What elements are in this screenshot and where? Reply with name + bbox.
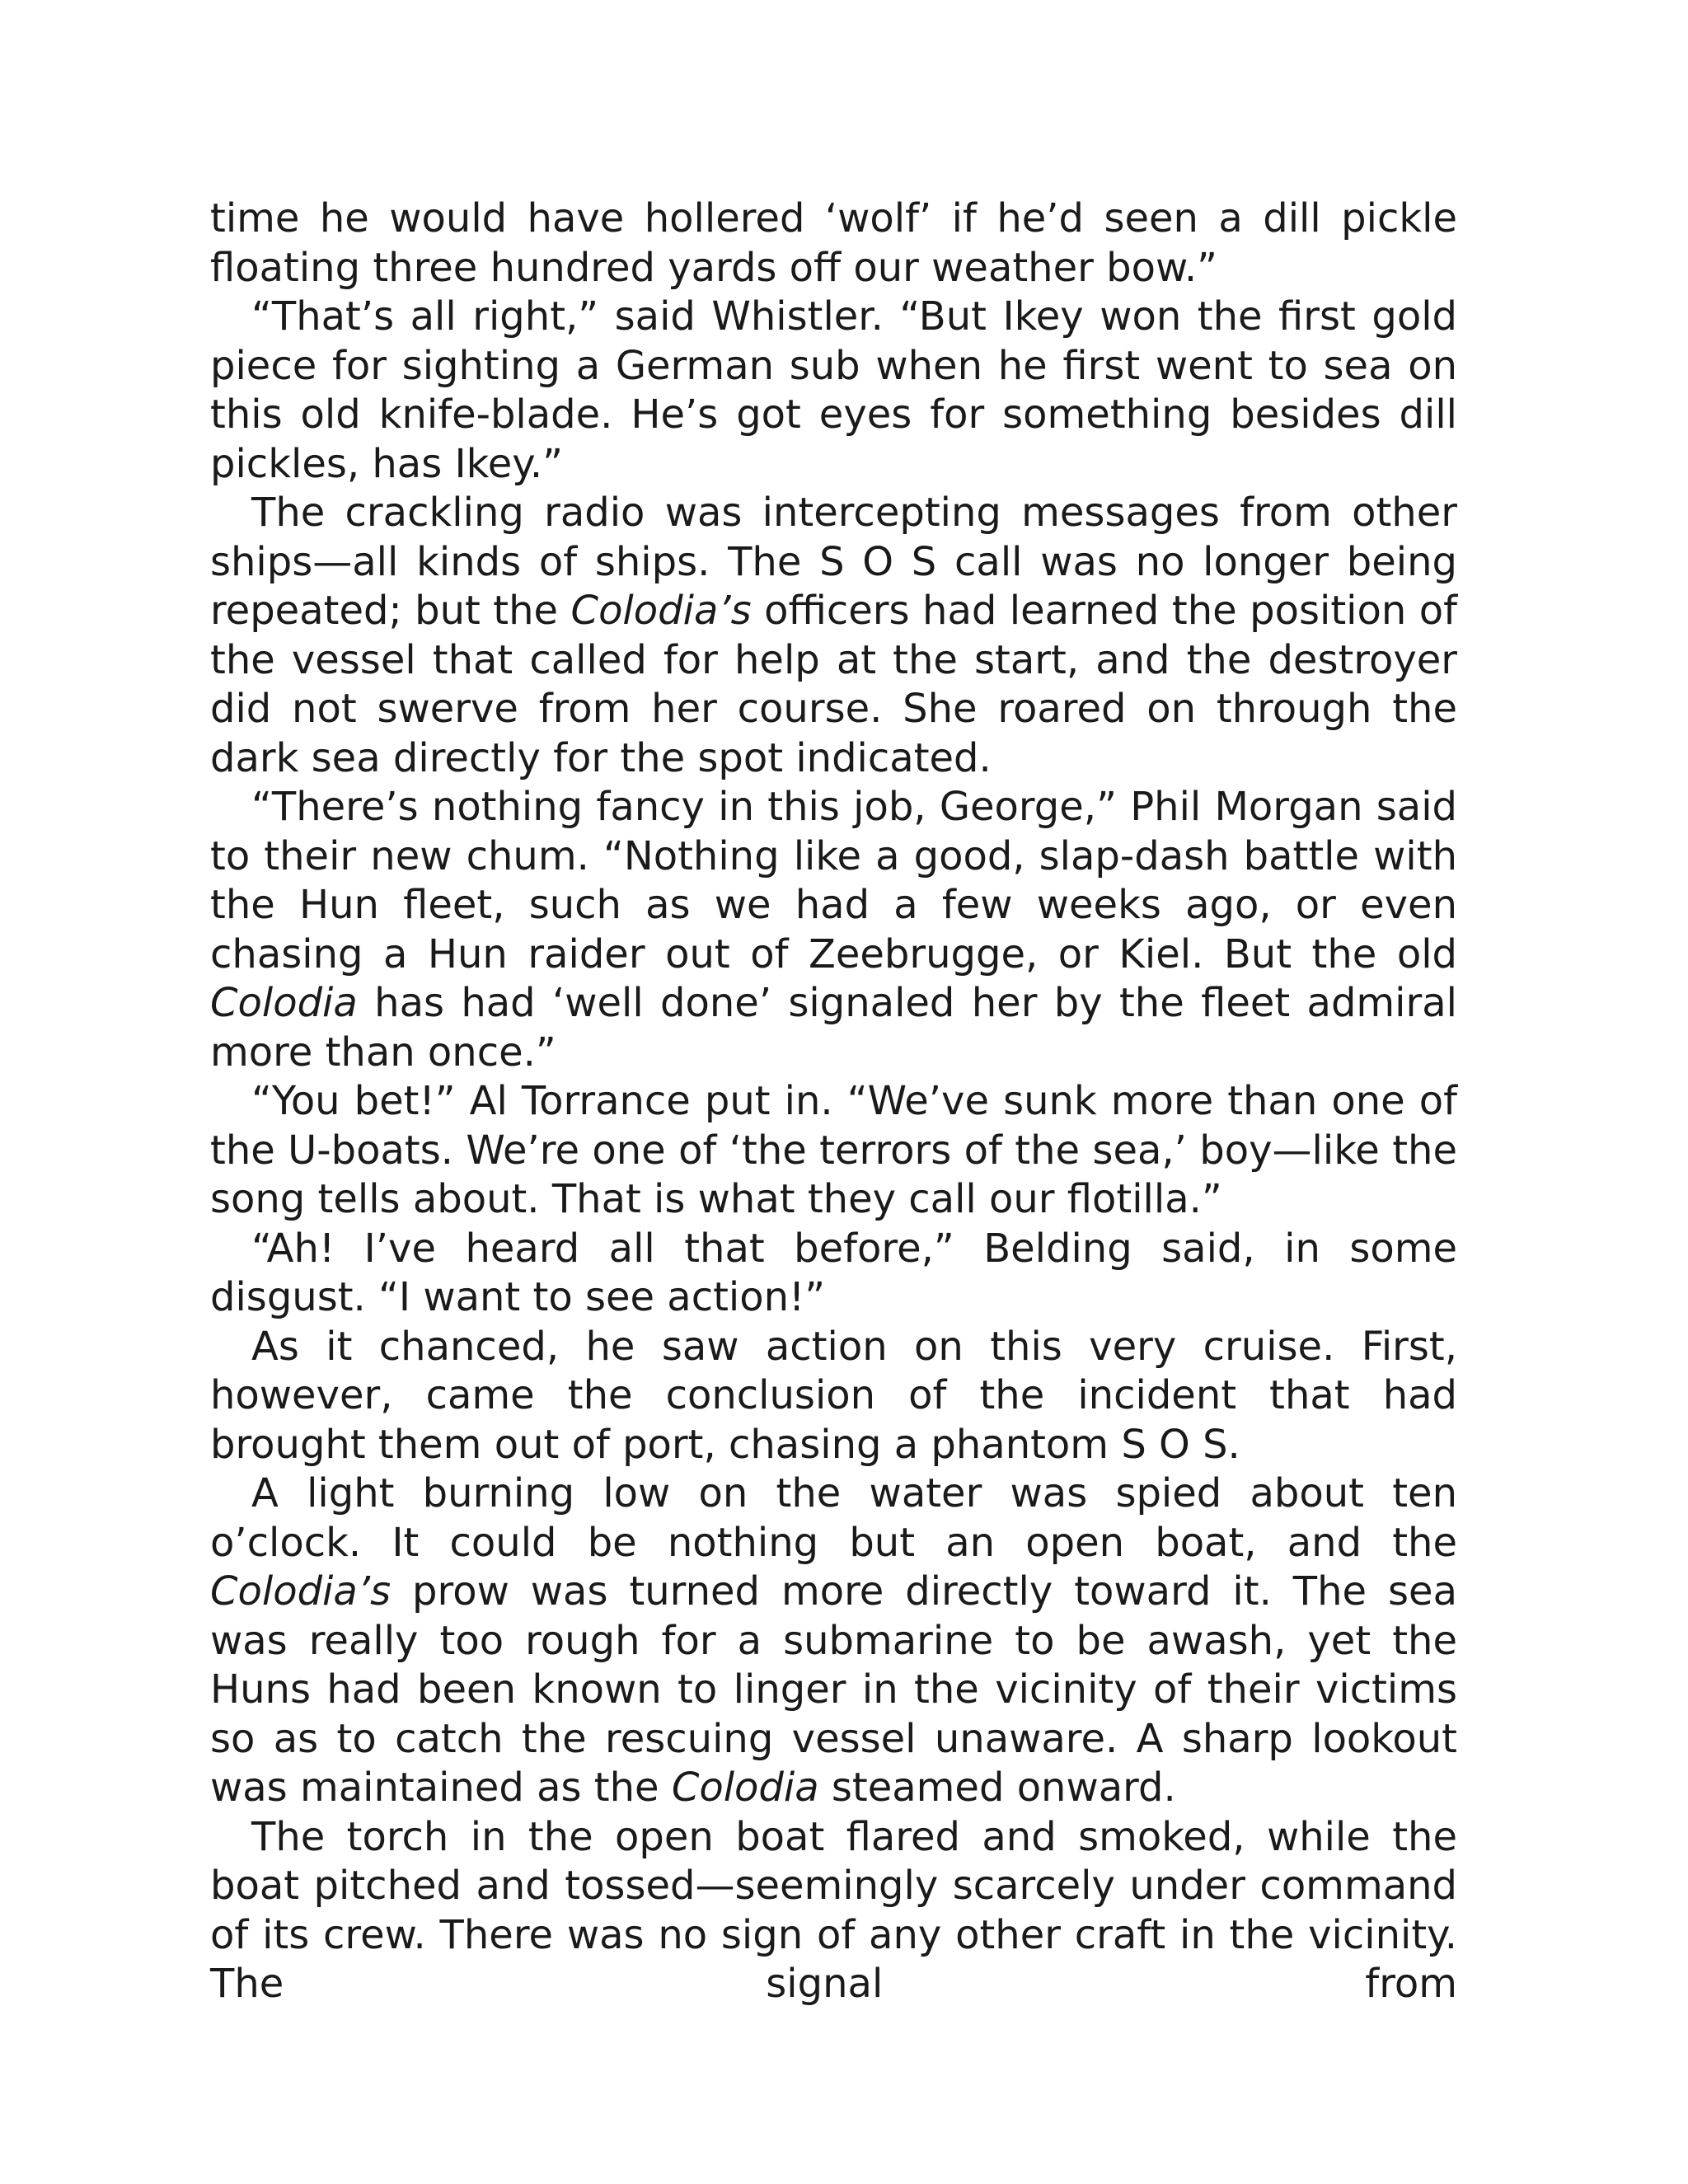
text-segment: has had ‘well done’ signaled her by the fleet admiral more than once.” (210, 980, 1457, 1076)
ship-name-italic: Colodia’s (570, 588, 752, 634)
text-segment: “Ah! I’ve heard all that before,” Belding said, in some disgust. “I want to see action!” (210, 1225, 1457, 1320)
paragraph-2 (210, 293, 1457, 489)
paragraph-7 (210, 1323, 1457, 1470)
text-segment: “You bet!” Al Torrance put in. “We’ve sunk more than one of the U-boats. We’re one of ‘the terrors of the sea,’ boy—like the song tells about. That is what they call our flotilla.” (210, 1078, 1457, 1222)
paragraph-1 (210, 194, 1457, 293)
paragraph-8 (210, 1469, 1457, 1813)
paragraph-4 (210, 783, 1457, 1077)
text-segment: steamed onward. (818, 1765, 1176, 1811)
body-text (210, 194, 1457, 2009)
text-segment: officers had learned the position of the vessel that called for help at the start, and the destroyer did not swerve from her course. She roared on through the dark sea directly for the spot indicated. (210, 588, 1458, 781)
paragraph-6 (210, 1225, 1457, 1323)
text-segment: “There’s nothing fancy in this job, George,” Phil Morgan said to their new chum. “Nothing like a good, slap-dash battle with the Hun fleet, such as we had a few weeks ago, or even chasing a Hun raider out of Zeebrugge, or Kiel. But the old (210, 784, 1457, 977)
paragraph-5 (210, 1077, 1457, 1225)
text-segment: A light burning low on the water was spied about ten o’clock. It could be nothing but an open boat, and the (210, 1470, 1457, 1566)
paragraph-9 (210, 1813, 1457, 2009)
ship-name-italic: Colodia (671, 1765, 819, 1811)
text-segment: The torch in the open boat flared and smoked, while the boat pitched and tossed—seemingly scarcely under command of its crew. There was no sign of any other craft in the vicinity. The signal from (210, 1813, 1457, 2007)
text-segment: prow was turned more directly toward it. The sea was really too rough for a submarine to be awash, yet the Huns had been known to linger in the vicinity of their victims so as to catch the rescuing vessel unaware. A sharp lookout was maintained as the (210, 1568, 1457, 1811)
text-segment: “That’s all right,” said Whistler. “But Ikey won the first gold piece for sighting a German sub when he first went to sea on this old knife-blade. He’s got eyes for something besides dill pickles, has Ikey.” (210, 293, 1457, 487)
ship-name-italic: Colodia (210, 980, 358, 1026)
text-segment: The crackling radio was intercepting messages from other ships—all kinds of ships. The S O S call was no longer being repeated; but the (210, 490, 1457, 634)
text-segment: time he would have hollered ‘wolf’ if he’d seen a dill pickle floating three hundred yards off our weather bow.” (210, 195, 1457, 291)
ship-name-italic: Colodia’s (210, 1568, 392, 1615)
text-segment: As it chanced, he saw action on this very cruise. First, however, came the conclusion of the incident that had brought them out of port, chasing a phantom S O S. (210, 1323, 1457, 1468)
paragraph-3 (210, 489, 1457, 783)
